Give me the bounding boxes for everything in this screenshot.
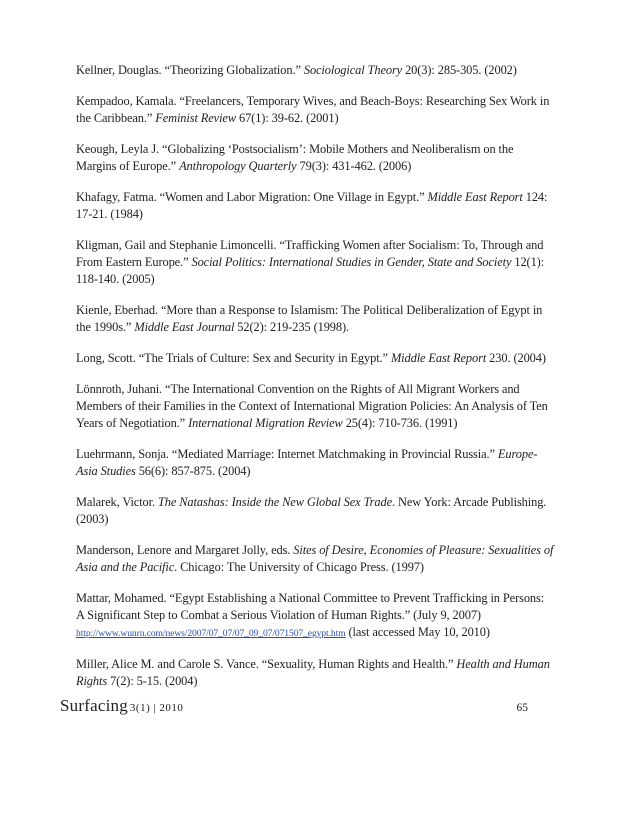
reference-entry: Kligman, Gail and Stephanie Limoncelli. “Trafficking Women after Socialism: To, Through and From Eastern Europe.” Social Politics: International Studies in Gender, State and Society 12(1): 118-140. (2005) xyxy=(76,238,545,286)
reference-entry: Malarek, Victor. The Natashas: Inside the New Global Sex Trade. New York: Arcade Publishing. (2003) xyxy=(76,495,547,526)
page-number: 65 xyxy=(516,702,528,714)
reference-entry: Kienle, Eberhad. “More than a Response to Islamism: The Political Deliberalization of Egypt in the 1990s.” Middle East Journal 52(2): 219-235 (1998). xyxy=(76,303,543,334)
reference-entry: Luehrmann, Sonja. “Mediated Marriage: Internet Matchmaking in Provincial Russia.” Europe-Asia Studies 56(6): 857-875. (2004) xyxy=(76,447,538,478)
journal-citation xyxy=(60,696,183,716)
journal-name: Surfacing xyxy=(60,696,128,715)
reference-entry: Mattar, Mohamed. “Egypt Establishing a National Committee to Prevent Trafficking in Persons: A Significant Step to Combat a Serious Violation of Human Rights.” (July 9, 2007) http://www.wunrn.com/news/2007/07_07/07_09_07/071507_egypt.htm (last accessed May 10, 2010) xyxy=(76,591,545,639)
page-footer xyxy=(60,696,528,716)
journal-issue: 3(1) | 2010 xyxy=(129,702,184,714)
reference-entry: Lönnroth, Juhani. “The International Convention on the Rights of All Migrant Workers and Members of their Families in the Context of International Migration Policies: An Analysis of Ten Years of Negotiation.” International Migration Review 25(4): 710-736. (1991) xyxy=(76,382,548,430)
reference-list xyxy=(76,62,554,704)
reference-entry: Keough, Leyla J. “Globalizing ‘Postsocialism’: Mobile Mothers and Neoliberalism on the Margins of Europe.” Anthropology Quarterly 79(3): 431-462. (2006) xyxy=(76,142,514,173)
reference-entry: Kellner, Douglas. “Theorizing Globalization.” Sociological Theory 20(3): 285-305. (2002) xyxy=(76,63,517,77)
reference-entry: Manderson, Lenore and Margaret Jolly, eds. Sites of Desire, Economies of Pleasure: Sexualities of Asia and the Pacific. Chicago: The University of Chicago Press. (1997) xyxy=(76,543,554,574)
reference-url-link[interactable]: http://www.wunrn.com/news/2007/07_07/07_09_07/071507_egypt.htm xyxy=(76,628,346,639)
reference-entry: Miller, Alice M. and Carole S. Vance. “Sexuality, Human Rights and Health.” Health and Human Rights 7(2): 5-15. (2004) xyxy=(76,657,550,688)
reference-entry: Khafagy, Fatma. “Women and Labor Migration: One Village in Egypt.” Middle East Report 124: 17-21. (1984) xyxy=(76,190,548,221)
reference-entry: Kempadoo, Kamala. “Freelancers, Temporary Wives, and Beach-Boys: Researching Sex Work in the Caribbean.” Feminist Review 67(1): 39-62. (2001) xyxy=(76,94,550,125)
reference-entry: Long, Scott. “The Trials of Culture: Sex and Security in Egypt.” Middle East Report 230. (2004) xyxy=(76,351,546,365)
